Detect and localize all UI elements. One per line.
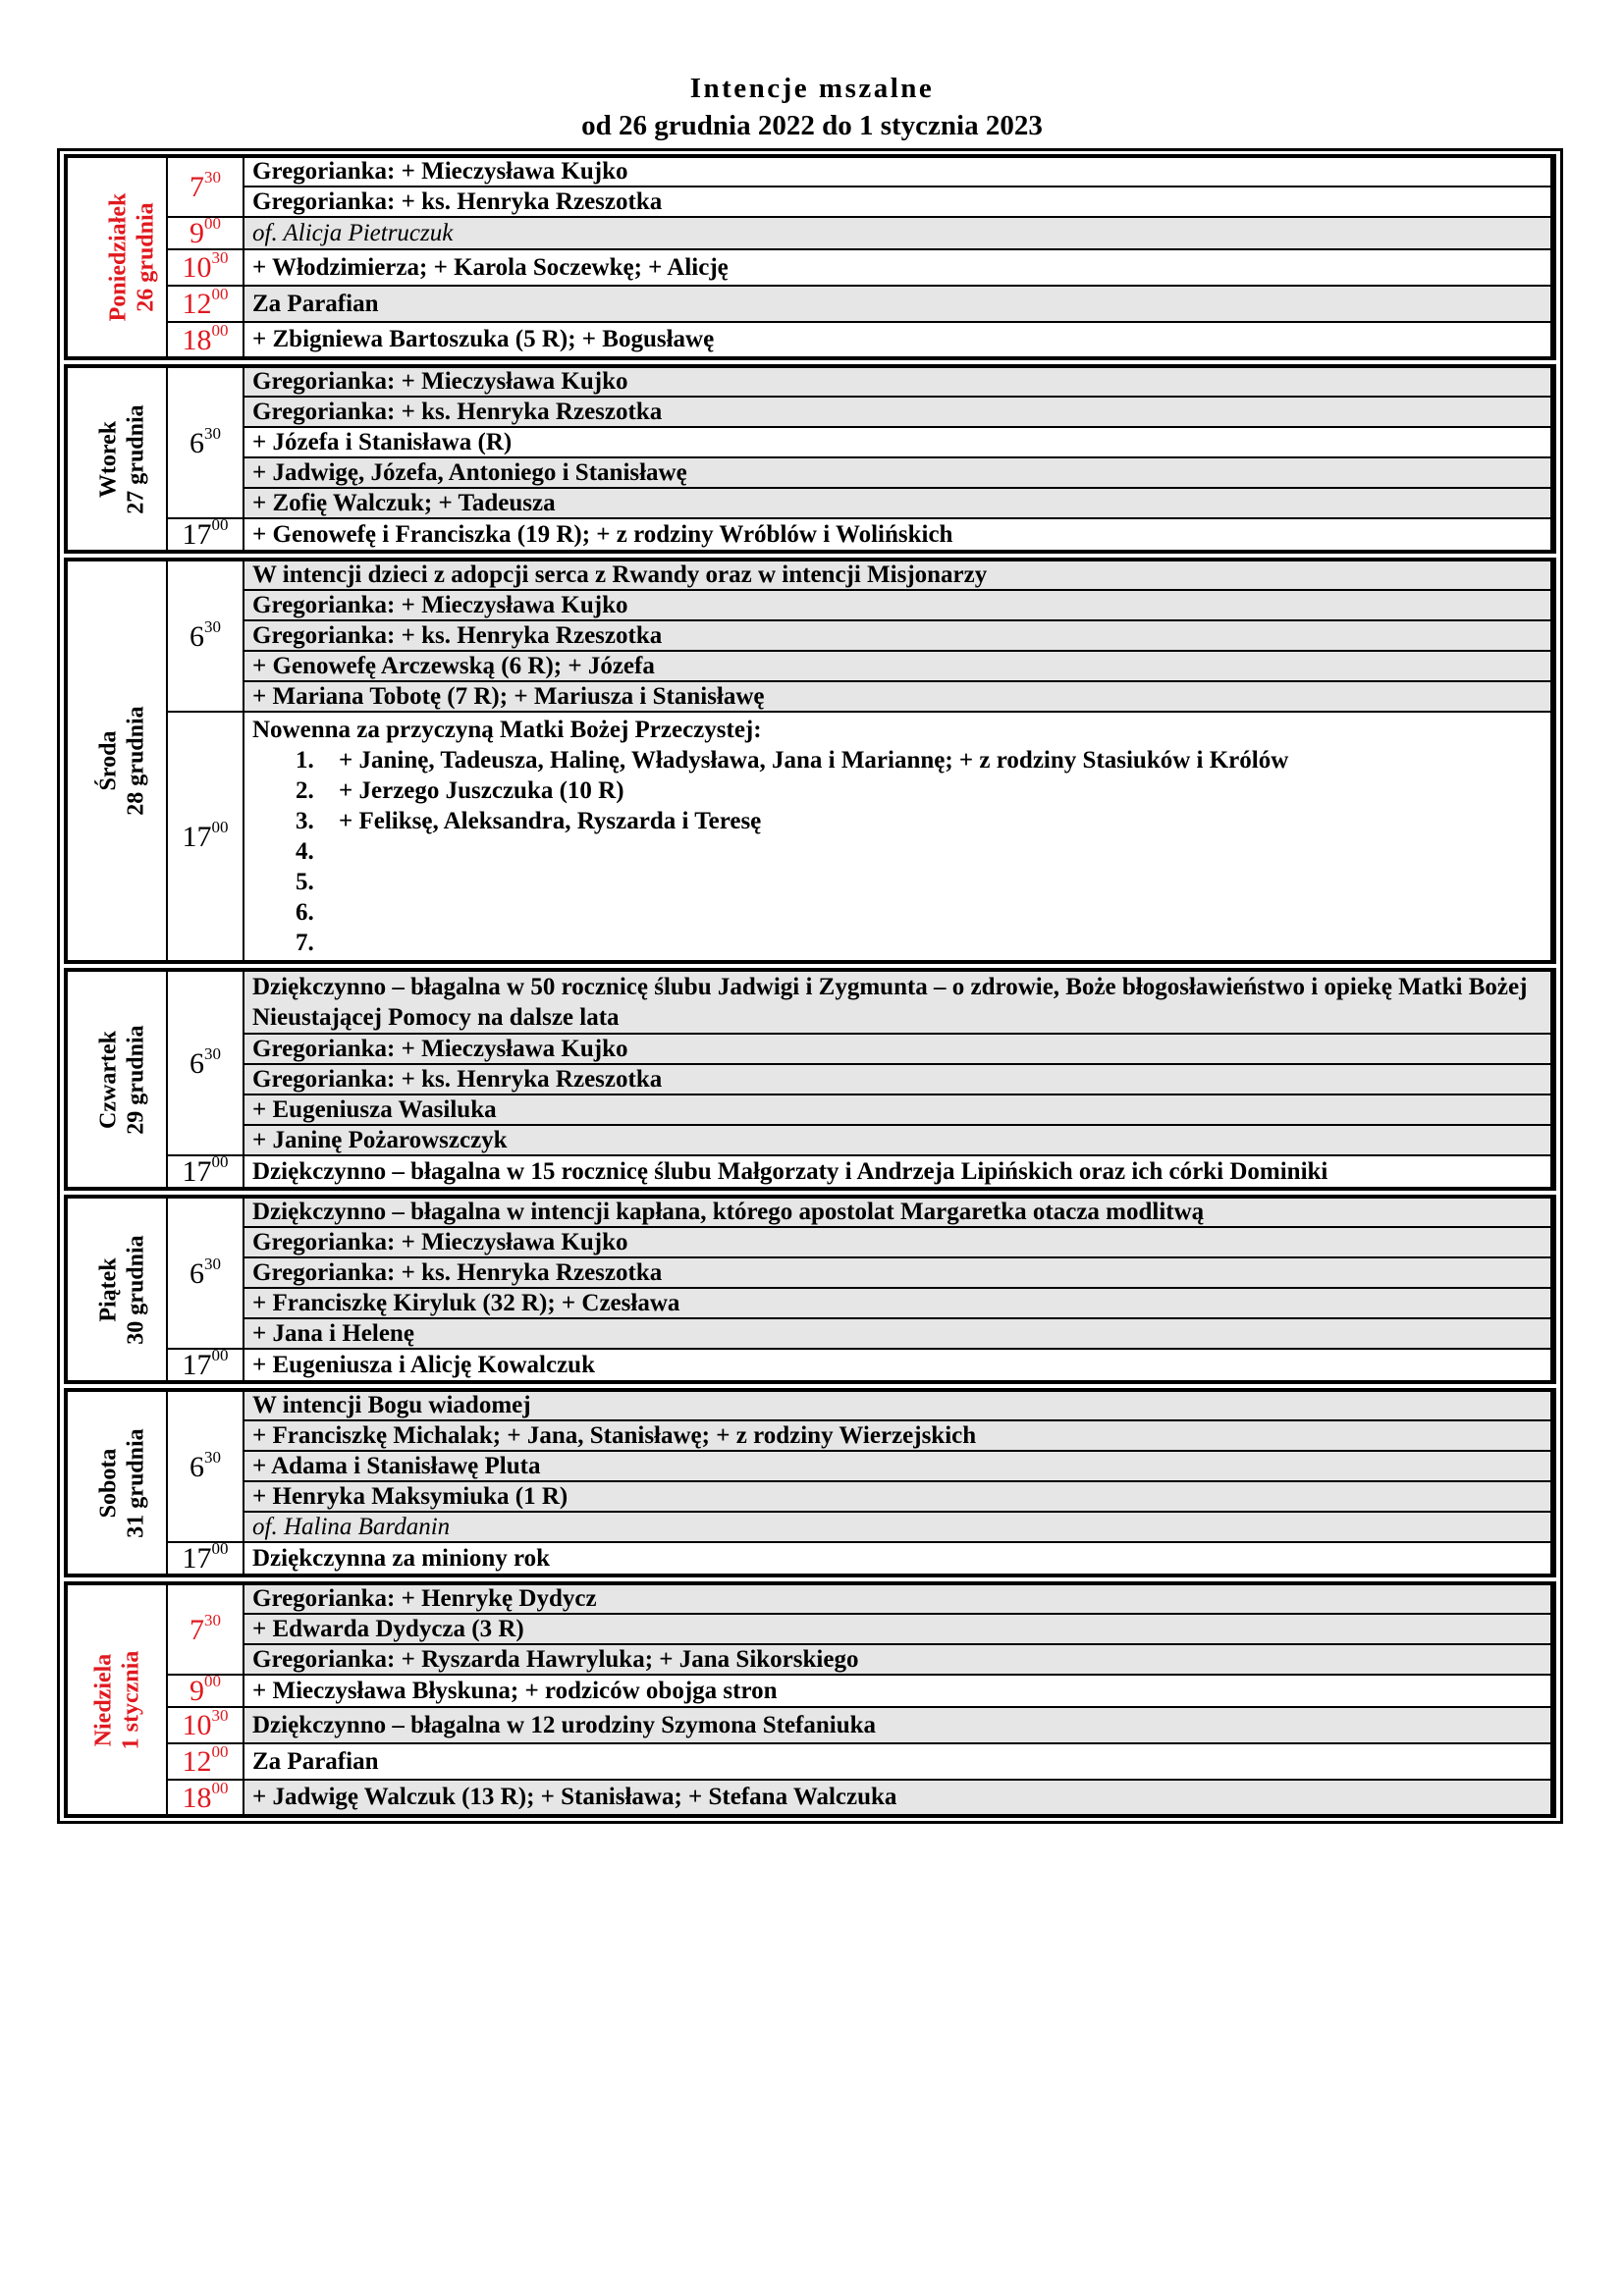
intention-row [66, 488, 1553, 518]
time-minutes: 30 [211, 1706, 229, 1725]
intention-text: Gregorianka: + Mieczysława Kujko [244, 1034, 1553, 1064]
mass-time [167, 1780, 244, 1816]
intention-text: + Adama i Stanisławę Pluta [244, 1451, 1553, 1481]
time-hour: 17 [182, 1155, 212, 1188]
intention-text: Za Parafian [244, 1743, 1553, 1780]
intention-row [66, 590, 1553, 620]
intention-row [66, 217, 1553, 249]
intention-row [66, 1390, 1553, 1420]
novena-list [252, 745, 1543, 958]
intention-text: W intencji dzieci z adopcji serca z Rwandy oraz w intencji Misjonarzy [244, 560, 1553, 590]
intention-row [66, 1227, 1553, 1257]
mass-time [167, 1707, 244, 1743]
intention-row [66, 681, 1553, 712]
intention-row [66, 249, 1553, 286]
day-label [66, 970, 167, 1189]
day-date: 29 grudnia [123, 1024, 149, 1135]
time-hour: 17 [182, 1542, 212, 1575]
intention-row [66, 1707, 1553, 1743]
day-date: 31 grudnia [123, 1427, 149, 1538]
time-minutes: 00 [204, 214, 221, 233]
time-hour: 17 [182, 820, 212, 853]
time-minutes: 30 [211, 248, 229, 267]
time-hour: 6 [189, 1046, 204, 1080]
mass-time [167, 515, 244, 552]
time-minutes: 00 [211, 1778, 229, 1797]
intention-text: Dziękczynno – błagalna w 15 rocznicę ślubu Małgorzaty i Andrzeja Lipińskich oraz ich córki Dominiki [244, 1155, 1553, 1189]
intention-row [66, 1155, 1553, 1189]
intention-row [66, 1583, 1553, 1614]
intention-row [66, 1197, 1553, 1227]
intention-text: Gregorianka: + ks. Henryka Rzeszotka [244, 1257, 1553, 1288]
day-block [64, 154, 1556, 360]
day-block [64, 1195, 1556, 1384]
intention-text: Gregorianka: + Henrykę Dydycz [244, 1583, 1553, 1614]
mass-time [167, 1539, 244, 1575]
intention-text: Za Parafian [244, 286, 1553, 322]
novena-item-text: + Jerzego Juszczuka (10 R) [339, 777, 624, 804]
intention-row [66, 427, 1553, 457]
mass-intentions-table [57, 148, 1563, 1824]
time-minutes: 30 [204, 168, 221, 187]
mass-time [167, 214, 244, 249]
intention-text: Dziękczynna za miniony rok [244, 1542, 1553, 1575]
intention-row [66, 366, 1553, 397]
novena-item-number: 1. [296, 747, 314, 774]
novena-item [252, 806, 1543, 836]
time-minutes: 30 [204, 1610, 221, 1629]
intention-row [66, 712, 1553, 962]
intention-text: + Zofię Walczuk; + Tadeusza [244, 488, 1553, 518]
intention-text: Dziękczynno – błagalna w 50 rocznicę ślubu Jadwigi i Zygmunta – o zdrowie, Boże błogosławieństwo i opiekę Matki Bożej Nieustającej Pomocy na dalsze lata [244, 970, 1553, 1034]
day-name: Wtorek [95, 420, 122, 498]
day-date: 27 grudnia [123, 403, 149, 514]
intention-text: + Włodzimierza; + Karola Soczewkę; + Alicję [244, 249, 1553, 286]
novena-item-number: 3. [296, 808, 314, 834]
time-hour: 12 [182, 288, 212, 320]
mass-time [167, 366, 244, 518]
novena-item [252, 928, 1543, 958]
intention-row [66, 1451, 1553, 1481]
intention-row [66, 286, 1553, 322]
day-name: Sobota [95, 1448, 122, 1518]
time-hour: 12 [182, 1745, 212, 1778]
time-hour: 6 [189, 1450, 204, 1483]
time-hour: 6 [189, 619, 204, 653]
intention-row [66, 1034, 1553, 1064]
page-title: Intencje mszalne [689, 73, 935, 104]
day-label [66, 366, 167, 552]
intention-text: + Jana i Helenę [244, 1318, 1553, 1349]
intention-text: + Zbigniewa Bartoszuka (5 R); + Bogusławę [244, 322, 1553, 358]
novena-item-number: 5. [296, 869, 314, 895]
intention-text: Dziękczynno – błagalna w 12 urodziny Szymona Stefaniuka [244, 1707, 1553, 1743]
mass-time [167, 970, 244, 1155]
day-block [64, 968, 1556, 1191]
day-name: Czwartek [95, 1030, 122, 1129]
time-minutes: 00 [211, 817, 229, 836]
time-minutes: 30 [204, 423, 221, 443]
intention-text: + Edwarda Dydycza (3 R) [244, 1614, 1553, 1644]
intention-row [66, 560, 1553, 590]
time-hour: 18 [182, 323, 212, 356]
mass-time [167, 712, 244, 962]
day-name: Piątek [95, 1256, 122, 1322]
day-block [64, 558, 1556, 964]
mass-time [167, 1346, 244, 1382]
intention-row [66, 1349, 1553, 1382]
intention-row [66, 1542, 1553, 1575]
intention-row [66, 1064, 1553, 1095]
time-hour: 6 [189, 1256, 204, 1290]
mass-time [167, 1583, 244, 1675]
mass-time [167, 322, 244, 358]
mass-time [167, 1197, 244, 1349]
time-hour: 9 [189, 1675, 204, 1707]
day-name: Środa [95, 730, 122, 791]
time-minutes: 30 [204, 1043, 221, 1063]
time-minutes: 00 [211, 1346, 229, 1364]
intention-text: + Eugeniusza i Alicję Kowalczuk [244, 1349, 1553, 1382]
novena-item [252, 836, 1543, 867]
day-date: 26 grudnia [133, 202, 159, 312]
day-date: 30 grudnia [123, 1234, 149, 1345]
novena-item-number: 6. [296, 899, 314, 926]
intention-row [66, 651, 1553, 681]
day-block [64, 1581, 1556, 1818]
time-minutes: 00 [211, 1152, 229, 1171]
intention-text: + Jadwigę, Józefa, Antoniego i Stanisławę [244, 457, 1553, 488]
time-hour: 9 [189, 217, 204, 249]
intention-row [66, 1288, 1553, 1318]
intention-row [66, 620, 1553, 651]
time-minutes: 30 [204, 1254, 221, 1273]
mass-time [167, 1672, 244, 1707]
novena-cell [244, 712, 1553, 962]
intention-row [66, 1420, 1553, 1451]
intention-text: Gregorianka: + ks. Henryka Rzeszotka [244, 187, 1553, 217]
novena-item-number: 4. [296, 838, 314, 865]
intention-row [66, 397, 1553, 427]
intention-row [66, 518, 1553, 552]
novena-item [252, 745, 1543, 775]
intention-text: Gregorianka: + ks. Henryka Rzeszotka [244, 1064, 1553, 1095]
time-hour: 10 [182, 251, 212, 284]
day-name: Niedziela [90, 1653, 117, 1746]
novena-item-number: 7. [296, 930, 314, 956]
intention-row [66, 970, 1553, 1034]
intention-row [66, 1780, 1553, 1816]
time-minutes: 30 [204, 1447, 221, 1467]
intention-text: Gregorianka: + ks. Henryka Rzeszotka [244, 397, 1553, 427]
novena-item [252, 897, 1543, 928]
intention-text: + Eugeniusza Wasiluka [244, 1095, 1553, 1125]
intention-row [66, 1125, 1553, 1155]
intention-text: Gregorianka: + Mieczysława Kujko [244, 156, 1553, 187]
day-label [66, 1583, 167, 1816]
intention-text: of. Alicja Pietruczuk [244, 217, 1553, 249]
intention-text: + Janinę Pożarowszczyk [244, 1125, 1553, 1155]
intention-row [66, 1318, 1553, 1349]
mass-time [167, 1152, 244, 1189]
day-date: 28 grudnia [123, 706, 149, 816]
day-label [66, 1197, 167, 1382]
time-minutes: 00 [211, 1539, 229, 1558]
mass-time [167, 1743, 244, 1780]
intention-text: Gregorianka: + Ryszarda Hawryluka; + Jana Sikorskiego [244, 1644, 1553, 1675]
intention-row [66, 156, 1553, 187]
intention-row [66, 1481, 1553, 1512]
intention-row [66, 1675, 1553, 1707]
intention-text: Gregorianka: + Mieczysława Kujko [244, 590, 1553, 620]
intention-text: Gregorianka: + ks. Henryka Rzeszotka [244, 620, 1553, 651]
intention-text: of. Halina Bardanin [244, 1512, 1553, 1542]
day-label [66, 560, 167, 962]
intention-row [66, 187, 1553, 217]
intention-row [66, 1614, 1553, 1644]
time-hour: 18 [182, 1781, 212, 1814]
mass-time [167, 156, 244, 217]
intention-text: Gregorianka: + Mieczysława Kujko [244, 1227, 1553, 1257]
day-label [66, 1390, 167, 1575]
time-hour: 7 [189, 1613, 204, 1646]
mass-time [167, 1390, 244, 1542]
time-minutes: 00 [211, 1742, 229, 1761]
novena-item-text: + Janinę, Tadeusza, Halinę, Władysława, Jana i Mariannę; + z rodziny Stasiuków i Królów [339, 747, 1289, 774]
intention-text: Gregorianka: + Mieczysława Kujko [244, 366, 1553, 397]
mass-time [167, 560, 244, 712]
novena-item-text: + Feliksę, Aleksandra, Ryszarda i Teresę [339, 808, 762, 834]
time-minutes: 00 [211, 515, 229, 534]
time-hour: 10 [182, 1709, 212, 1741]
intention-text: + Franciszkę Kiryluk (32 R); + Czesława [244, 1288, 1553, 1318]
intention-row [66, 1095, 1553, 1125]
time-hour: 17 [182, 518, 212, 551]
novena-item [252, 867, 1543, 897]
intention-text: + Jadwigę Walczuk (13 R); + Stanisława; + Stefana Walczuka [244, 1780, 1553, 1816]
intention-text: + Józefa i Stanisława (R) [244, 427, 1553, 457]
day-block [64, 364, 1556, 554]
intention-row [66, 1644, 1553, 1675]
intention-text: + Genowefę i Franciszka (19 R); + z rodziny Wróblów i Wolińskich [244, 518, 1553, 552]
time-minutes: 30 [204, 616, 221, 636]
day-block [64, 1388, 1556, 1577]
day-name: Poniedziałek [105, 192, 132, 322]
time-hour: 7 [189, 171, 204, 203]
intention-row [66, 322, 1553, 358]
day-date: 1 stycznia [118, 1650, 144, 1749]
intention-text: Dziękczynno – błagalna w intencji kapłana, którego apostolat Margaretka otacza modlitwą [244, 1197, 1553, 1227]
mass-time [167, 286, 244, 322]
novena-item-number: 2. [296, 777, 314, 804]
intention-row [66, 457, 1553, 488]
intention-text: + Mieczysława Błyskuna; + rodziców obojga stron [244, 1675, 1553, 1707]
time-hour: 17 [182, 1349, 212, 1381]
time-minutes: 00 [204, 1672, 221, 1690]
day-label [66, 156, 167, 358]
time-minutes: 00 [211, 320, 229, 340]
mass-time [167, 249, 244, 286]
intention-text: + Henryka Maksymiuka (1 R) [244, 1481, 1553, 1512]
novena-heading: Nowenna za przyczyną Matki Bożej Przeczystej: [252, 717, 762, 743]
intention-row [66, 1743, 1553, 1780]
page-subtitle: od 26 grudnia 2022 do 1 stycznia 2023 [581, 110, 1043, 141]
intention-text: + Franciszkę Michalak; + Jana, Stanisławę; + z rodziny Wierzejskich [244, 1420, 1553, 1451]
intention-text: + Genowefę Arczewską (6 R); + Józefa [244, 651, 1553, 681]
novena-item [252, 775, 1543, 806]
time-hour: 6 [189, 426, 204, 459]
intention-text: W intencji Bogu wiadomej [244, 1390, 1553, 1420]
time-minutes: 00 [211, 285, 229, 303]
intention-text: + Mariana Tobotę (7 R); + Mariusza i Stanisławę [244, 681, 1553, 712]
intention-row [66, 1512, 1553, 1542]
intention-row [66, 1257, 1553, 1288]
